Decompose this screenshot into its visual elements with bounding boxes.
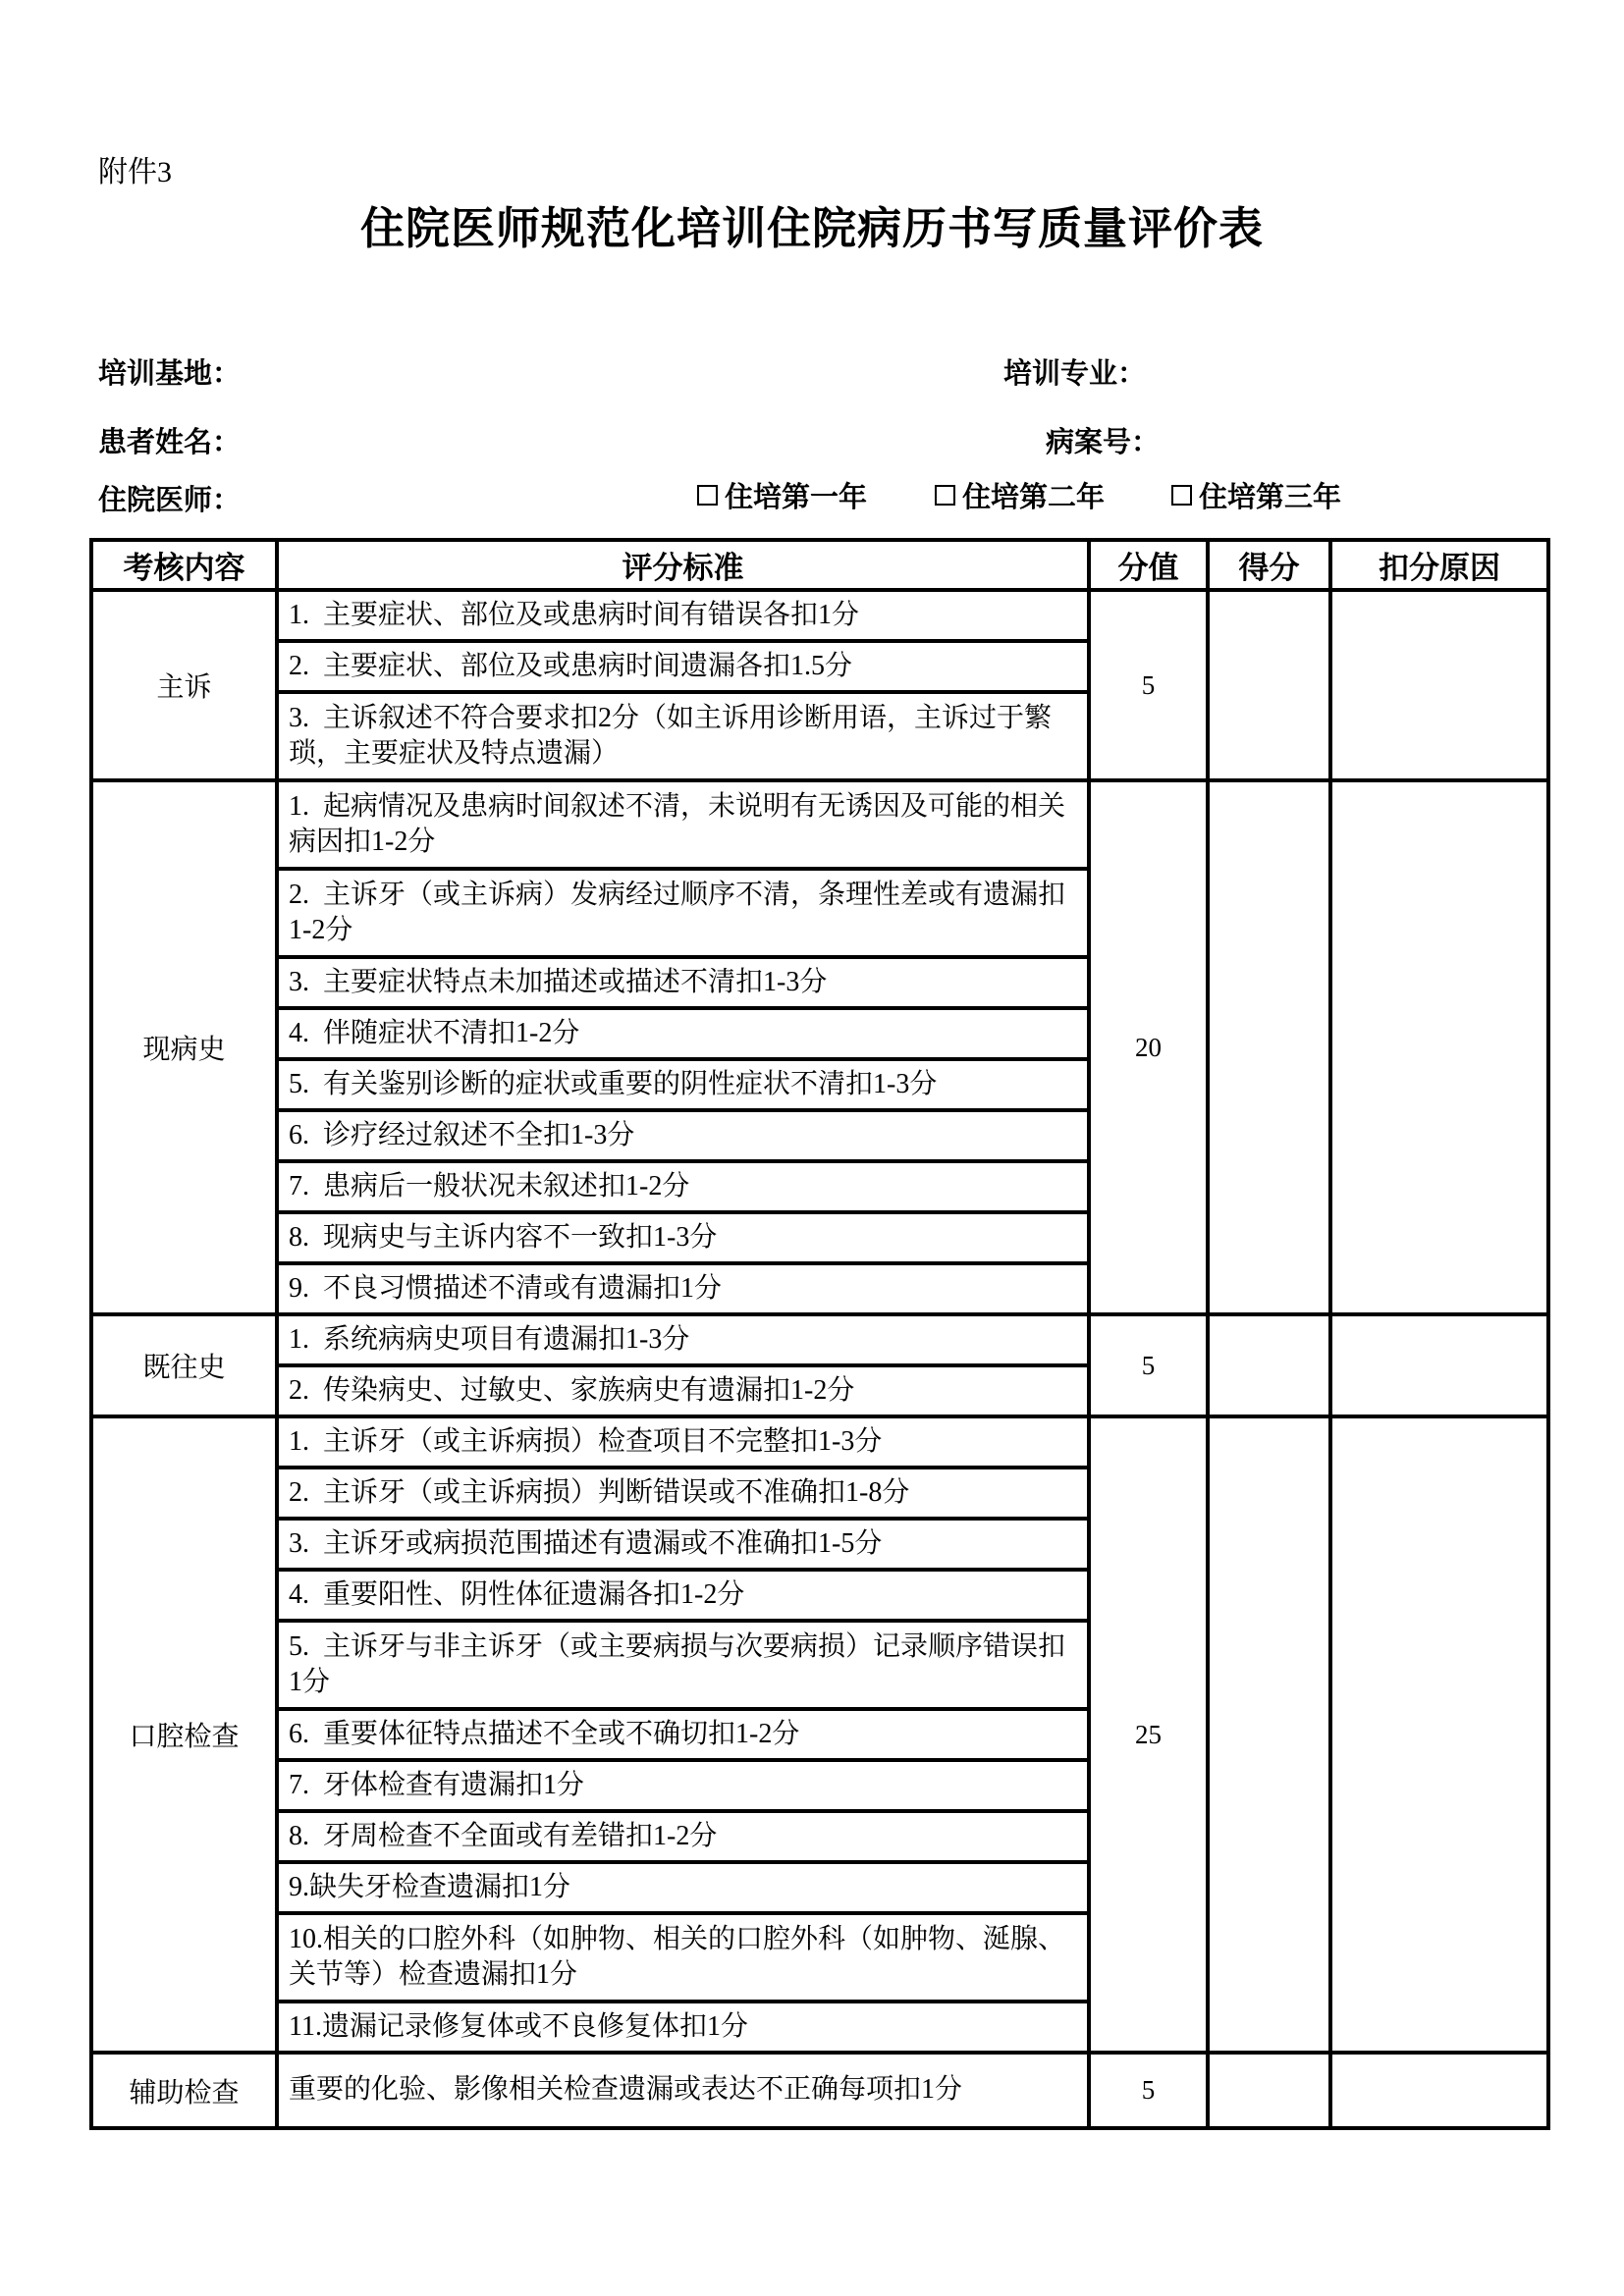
year-option-label: 住培第三年	[1199, 482, 1342, 513]
criterion-cell: 1. 起病情况及患病时间叙述不清，未说明有无诱因及可能的相关病因扣1-2分	[277, 780, 1089, 869]
criterion-cell: 1. 系统病病史项目有遗漏扣1-3分	[277, 1314, 1089, 1365]
criterion-cell: 4. 重要阳性、阴性体征遗漏各扣1-2分	[277, 1570, 1089, 1621]
criterion-cell: 8. 现病史与主诉内容不一致扣1-3分	[277, 1212, 1089, 1263]
category-cell: 现病史	[91, 780, 277, 1314]
table-row	[91, 1416, 1548, 1468]
obtained-score-cell[interactable]	[1208, 1416, 1330, 2053]
deduction-reason-cell[interactable]	[1330, 780, 1548, 1314]
checkbox-year-3-icon[interactable]	[1171, 485, 1192, 506]
criterion-cell: 4. 伴随症状不清扣1-2分	[277, 1008, 1089, 1059]
obtained-score-cell[interactable]	[1208, 780, 1330, 1314]
year-option-2	[935, 475, 1105, 515]
checkbox-year-1-icon[interactable]	[697, 485, 718, 506]
criterion-cell: 3. 主诉叙述不符合要求扣2分（如主诉用诊断用语，主诉过于繁琐，主要症状及特点遗漏）	[277, 692, 1089, 780]
training-base-label: 培训基地：	[98, 358, 242, 390]
deduction-reason-cell[interactable]	[1330, 2053, 1548, 2128]
criterion-cell: 10.相关的口腔外科（如肿物、相关的口腔外科（如肿物、涎腺、关节等）检查遗漏扣1分	[277, 1913, 1089, 2002]
table-row	[91, 590, 1548, 641]
table-row	[91, 2053, 1548, 2128]
score-value-cell: 20	[1089, 780, 1208, 1314]
header-score-obtained: 得分	[1208, 540, 1330, 590]
header-assessment-content: 考核内容	[91, 540, 277, 590]
criterion-cell: 6. 重要体征特点描述不全或不确切扣1-2分	[277, 1709, 1089, 1760]
form-title: 住院医师规范化培训住院病历书写质量评价表	[359, 204, 1264, 253]
score-value-cell: 5	[1089, 590, 1208, 780]
criterion-cell: 9.缺失牙检查遗漏扣1分	[277, 1862, 1089, 1913]
criterion-cell: 5. 主诉牙与非主诉牙（或主要病损与次要病损）记录顺序错误扣1分	[277, 1621, 1089, 1709]
criterion-cell: 3. 主要症状特点未加描述或描述不清扣1-3分	[277, 957, 1089, 1008]
category-cell: 辅助检查	[91, 2053, 277, 2128]
evaluation-table	[89, 538, 1550, 2130]
score-value-cell: 25	[1089, 1416, 1208, 2053]
criterion-cell: 2. 主诉牙（或主诉病损）判断错误或不准确扣1-8分	[277, 1468, 1089, 1519]
header-deduction-reason: 扣分原因	[1330, 540, 1548, 590]
table-row	[91, 780, 1548, 869]
attachment-label: 附件3	[98, 156, 172, 188]
criterion-cell: 5. 有关鉴别诊断的症状或重要的阴性症状不清扣1-3分	[277, 1059, 1089, 1110]
criterion-cell: 8. 牙周检查不全面或有差错扣1-2分	[277, 1811, 1089, 1862]
year-option-label: 住培第二年	[962, 482, 1106, 513]
criterion-cell: 3. 主诉牙或病损范围描述有遗漏或不准确扣1-5分	[277, 1519, 1089, 1570]
criterion-cell: 6. 诊疗经过叙述不全扣1-3分	[277, 1110, 1089, 1161]
table-header-row	[91, 540, 1548, 590]
obtained-score-cell[interactable]	[1208, 2053, 1330, 2128]
category-cell: 口腔检查	[91, 1416, 277, 2053]
score-value-cell: 5	[1089, 2053, 1208, 2128]
header-scoring-criteria: 评分标准	[277, 540, 1089, 590]
year-option-3	[1171, 475, 1341, 515]
deduction-reason-cell[interactable]	[1330, 1416, 1548, 2053]
category-cell: 既往史	[91, 1314, 277, 1416]
checkbox-year-2-icon[interactable]	[935, 485, 955, 506]
table-row	[91, 1314, 1548, 1365]
score-value-cell: 5	[1089, 1314, 1208, 1416]
training-specialty-label: 培训专业：	[1003, 358, 1147, 390]
criterion-cell: 2. 传染病史、过敏史、家族病史有遗漏扣1-2分	[277, 1365, 1089, 1416]
criterion-cell: 7. 牙体检查有遗漏扣1分	[277, 1760, 1089, 1811]
obtained-score-cell[interactable]	[1208, 590, 1330, 780]
criterion-cell: 11.遗漏记录修复体或不良修复体扣1分	[277, 2002, 1089, 2053]
obtained-score-cell[interactable]	[1208, 1314, 1330, 1416]
patient-name-label: 患者姓名：	[98, 427, 242, 458]
criterion-cell: 9. 不良习惯描述不清或有遗漏扣1分	[277, 1263, 1089, 1314]
year-option-1	[697, 475, 867, 515]
criterion-cell: 1. 主诉牙（或主诉病损）检查项目不完整扣1-3分	[277, 1416, 1089, 1468]
deduction-reason-cell[interactable]	[1330, 590, 1548, 780]
resident-label: 住院医师：	[98, 485, 242, 516]
header-score-value: 分值	[1089, 540, 1208, 590]
criterion-cell: 2. 主诉牙（或主诉病）发病经过顺序不清，条理性差或有遗漏扣1-2分	[277, 869, 1089, 957]
criterion-cell: 1. 主要症状、部位及或患病时间有错误各扣1分	[277, 590, 1089, 641]
criterion-cell: 重要的化验、影像相关检查遗漏或表达不正确每项扣1分	[277, 2053, 1089, 2128]
criterion-cell: 2. 主要症状、部位及或患病时间遗漏各扣1.5分	[277, 641, 1089, 692]
year-option-label: 住培第一年	[725, 482, 868, 513]
criterion-cell: 7. 患病后一般状况未叙述扣1-2分	[277, 1161, 1089, 1212]
deduction-reason-cell[interactable]	[1330, 1314, 1548, 1416]
category-cell: 主诉	[91, 590, 277, 780]
case-number-label: 病案号：	[1046, 427, 1161, 458]
